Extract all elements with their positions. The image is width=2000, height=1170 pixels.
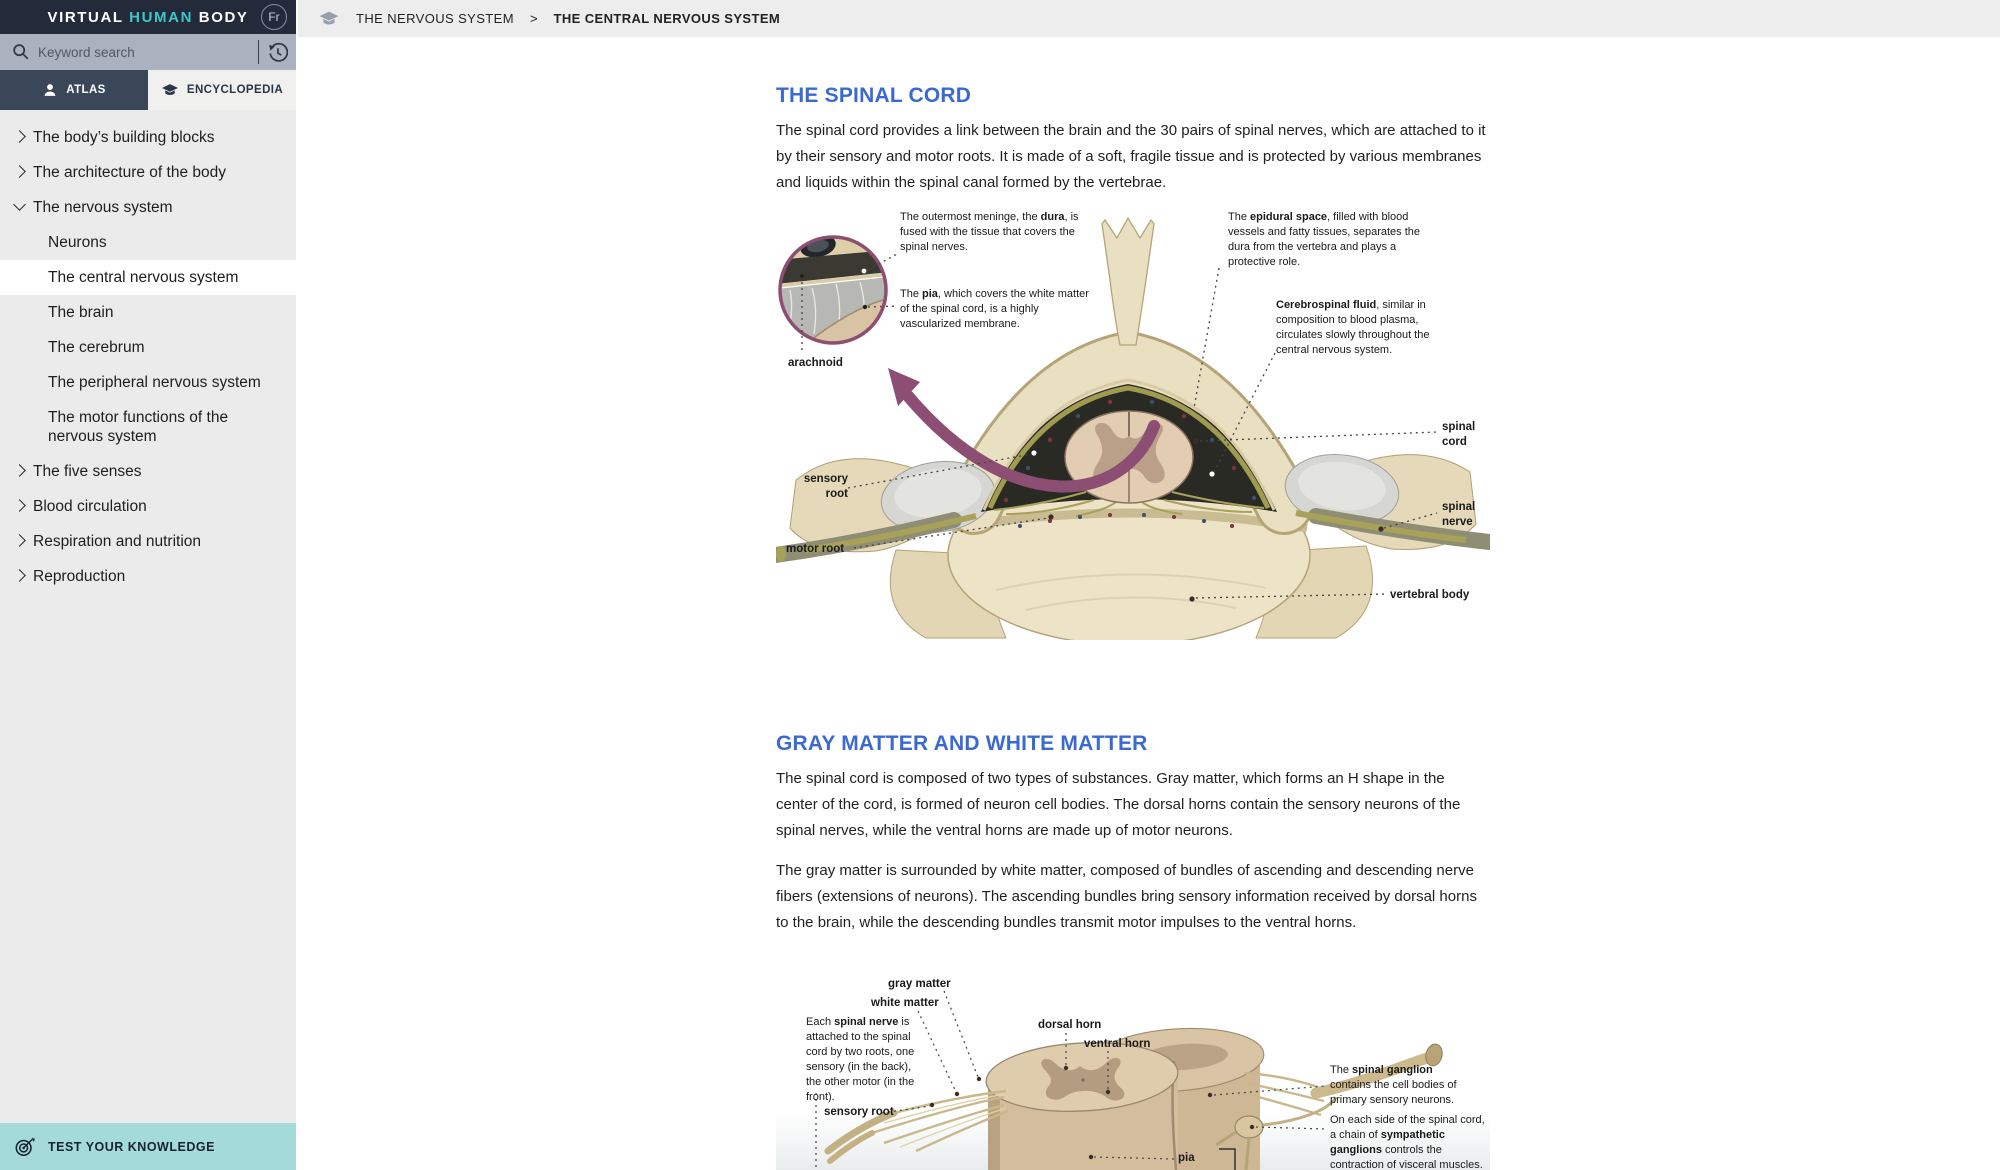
chevron-right-icon [13,130,26,143]
breadcrumb [296,0,2000,37]
article-content [296,37,2000,1170]
chevron-right-icon [13,464,26,477]
sidebar-nav [0,110,296,1123]
sidebar-tabs [0,70,296,110]
paragraph-gray-matter: The spinal cord is composed of two types of substances. Gray matter, which forms an H shape in the center of the cord, is formed of neuron cell bodies. The dorsal horns contain the sensory neurons of the spinal nerves, while the ventral horns are made up of motor neurons. [776,770,1461,839]
spinal-cord-cross-section-diagram [776,210,1490,640]
chevron-right-icon [13,534,26,547]
sidebar-item-brain[interactable]: The brain [48,304,114,321]
chevron-right-icon [13,569,26,582]
search-icon [12,43,30,61]
sidebar-item-nervous-system[interactable]: The nervous system [0,190,296,225]
label-spinal-cord: spinal cord [1442,421,1476,448]
sidebar-item-bodys-building-blocks[interactable]: The body’s building blocks [0,120,296,155]
breadcrumb-book-icon [318,9,340,28]
label-pia: The pia, which covers the white matter of the spinal cord, is a highly vascularized membrane. [900,288,1089,330]
tab-atlas[interactable] [0,70,148,110]
breadcrumb-section[interactable]: THE NERVOUS SYSTEM [356,11,514,26]
meninges-inset-circle [776,230,891,344]
label-sensory-root: sensory root [824,1106,894,1118]
label-sensory-root: sensory root [803,473,848,500]
search-history-icon[interactable] [267,42,288,63]
tab-encyclopedia[interactable] [148,70,296,110]
label-ventral-horn: ventral horn [1084,1038,1151,1050]
label-spinal-ganglion: The spinal ganglion contains the cell bodies of primary sensory neurons. [1330,1064,1457,1106]
sidebar-item-blood-circulation[interactable]: Blood circulation [0,489,296,524]
label-white-matter: white matter [871,997,939,1009]
sidebar-item-respiration-nutrition[interactable]: Respiration and nutrition [0,524,296,559]
language-toggle-button[interactable]: Fr [261,4,287,30]
label-gray-matter: gray matter [888,978,951,990]
label-pia: pia [1178,1152,1195,1164]
label-each-spinal-nerve: Each spinal nerve is attached to the spinal cord by two roots, one sensory (in the back), the other motor (in the front). [806,1016,915,1103]
tab-encyclopedia-label: ENCYCLOPEDIA [186,84,284,96]
spinal-cord-segment-diagram [776,965,1490,1170]
sidebar [0,0,296,1170]
sidebar-item-five-senses[interactable]: The five senses [0,454,296,489]
label-vertebral-body: vertebral body [1390,589,1470,601]
breadcrumb-page: THE CENTRAL NERVOUS SYSTEM [553,11,781,26]
vertebra-illustration [776,210,1490,640]
paragraph-spinal-cord: The spinal cord provides a link between the brain and the 30 pairs of spinal nerves, which are attached to it by their sensory and motor roots. It is made of a soft, fragile tissue and is protected by various membranes and liquids within the spinal canal formed by the vertebrae. [776,122,1486,191]
sidebar-item-reproduction[interactable]: Reproduction [0,559,296,594]
target-icon [14,1136,36,1158]
label-sympathetic-ganglions: On each side of the spinal cord, a chain of sympathetic ganglions controls the contraction of visceral muscles. [1330,1114,1485,1170]
search-bar [0,34,296,70]
sidebar-item-central-nervous-system[interactable]: The central nervous system [0,260,296,295]
test-your-knowledge-label: TEST YOUR KNOWLEDGE [48,1139,215,1154]
sidebar-item-cerebrum[interactable]: The cerebrum [48,339,145,356]
sidebar-item-peripheral-nervous-system[interactable]: The peripheral nervous system [48,374,261,391]
search-input[interactable] [38,45,250,60]
brand-bar [0,0,296,34]
section-heading-gray-white-matter: GRAY MATTER AND WHITE MATTER [776,732,1148,755]
section-heading-spinal-cord: THE SPINAL CORD [776,84,972,107]
chevron-right-icon [13,499,26,512]
sidebar-item-motor-functions[interactable]: The motor functions of the nervous system [48,409,229,445]
label-dura: The outermost meninge, the dura, is fused with the tissue that covers the spinal nerves. [900,211,1079,253]
chevron-right-icon [13,165,26,178]
app-title: VIRTUAL HUMAN BODY [47,8,249,26]
test-your-knowledge-button[interactable] [0,1123,296,1170]
label-dorsal-horn: dorsal horn [1038,1019,1102,1031]
encyclopedia-book-icon [161,82,179,98]
sidebar-item-neurons[interactable]: Neurons [48,234,107,251]
person-icon [42,82,58,98]
sidebar-item-architecture-of-body[interactable]: The architecture of the body [0,155,296,190]
breadcrumb-separator: > [529,11,538,26]
paragraph-white-matter: The gray matter is surrounded by white matter, composed of bundles of ascending and descending nerve fibers (extensions of neurons). The ascending bundles bring sensory information received by dorsal horns to the brain, while the descending bundles transmit motor impulses to the ventral horns. [776,862,1477,931]
search-divider [258,40,259,64]
label-spinal-nerve: spinal nerve [1442,501,1476,528]
label-motor-root: motor root [786,543,845,555]
tab-atlas-label: ATLAS [66,84,106,96]
label-epidural-space: The epidural space, filled with blood vessels and fatty tissues, separates the dura from the vertebra and plays a protective role. [1228,211,1420,268]
chevron-down-icon [13,198,26,211]
label-cerebrospinal-fluid: Cerebrospinal fluid, similar in composition to blood plasma, circulates slowly throughout the central nervous system. [1276,299,1430,356]
label-arachnoid: arachnoid [788,357,843,369]
